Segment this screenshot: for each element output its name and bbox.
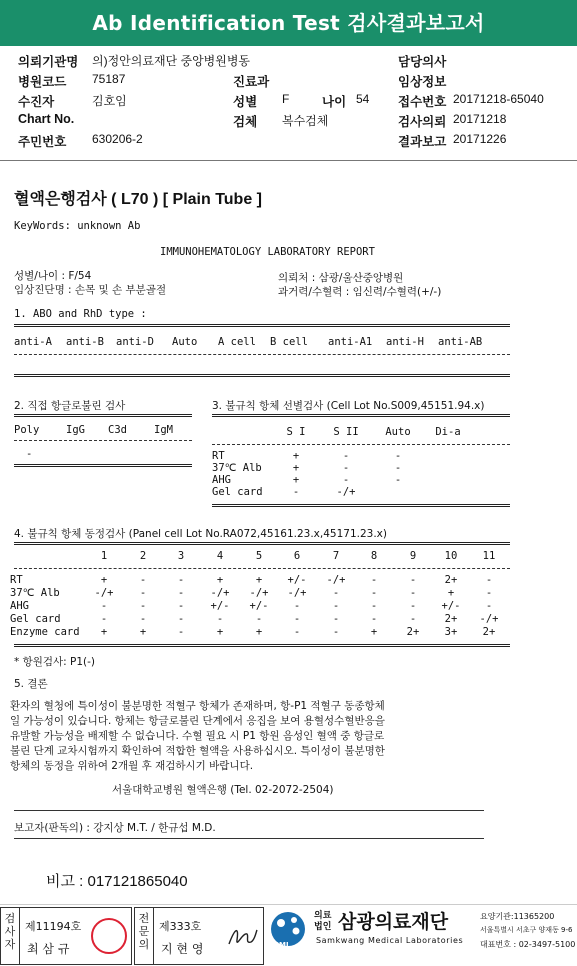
panel-cell: - <box>293 626 301 638</box>
panel-row-label: RT <box>10 574 23 586</box>
panel-cell: - <box>485 600 493 612</box>
screen-cell: - <box>394 474 402 486</box>
history: 과거력/수혈력 : 임신력/수혈력(+/-) <box>278 286 442 298</box>
lab-report <box>0 212 577 882</box>
panel-cell: -/+ <box>479 613 499 625</box>
label-department: 진료과 <box>233 75 270 89</box>
footer <box>0 904 577 966</box>
panel-cell: + <box>447 587 455 599</box>
panel-cell: +/- <box>441 600 461 612</box>
label-hospital-code: 병원코드 <box>18 75 67 89</box>
specialist-label: 전문의 <box>138 912 150 951</box>
value-specimen: 복수검체 <box>282 114 329 128</box>
abo-col-header: anti-AB <box>438 336 483 348</box>
diagnosis: 임상진단명 : 손목 및 손 부분골절 <box>14 284 167 296</box>
value-sex: F <box>282 92 290 106</box>
panel-cell: - <box>485 587 493 599</box>
dat-title: 2. 직접 항글로불린 검사 <box>14 400 126 412</box>
panel-col-header: 5 <box>255 550 263 562</box>
abo-col-header: anti-A <box>14 336 52 348</box>
panel-cell: + <box>216 626 224 638</box>
abo-col-header: B cell <box>270 336 308 348</box>
panel-cell: - <box>370 613 378 625</box>
label-id-no: 주민번호 <box>18 135 67 149</box>
abo-col-header: anti-H <box>386 336 424 348</box>
tester-box <box>0 907 132 965</box>
value-patient: 김호임 <box>92 94 127 108</box>
label-clinical-info: 임상정보 <box>398 75 447 89</box>
abo-col-header: anti-A1 <box>328 336 373 348</box>
panel-cell: - <box>177 600 185 612</box>
label-age: 나이 <box>322 95 347 109</box>
sex-age: 성별/나이 : F/54 <box>14 270 92 282</box>
label-receipt-no: 접수번호 <box>398 95 447 109</box>
panel-cell: + <box>370 626 378 638</box>
panel-cell: - <box>139 613 147 625</box>
screen-row-label: Gel card <box>212 486 263 498</box>
dat-value: - <box>26 448 33 460</box>
panel-cell: + <box>100 626 108 638</box>
org-name: 삼광의료재단 <box>338 911 449 933</box>
abo-col-header: Auto <box>172 336 198 348</box>
panel-cell: - <box>100 613 108 625</box>
panel-cell: 3+ <box>444 626 458 638</box>
org-prefix-bottom: 법인 <box>314 922 332 932</box>
panel-cell: - <box>177 613 185 625</box>
panel-cell: -/+ <box>326 574 346 586</box>
panel-col-header: 6 <box>293 550 301 562</box>
signature-icon <box>225 922 259 952</box>
screen-cell: + <box>292 462 300 474</box>
panel-cell: - <box>332 587 340 599</box>
panel-col-header: 8 <box>370 550 378 562</box>
panel-cell: - <box>177 574 185 586</box>
section-title: 혈액은행검사 ( L70 ) [ Plain Tube ] <box>14 191 263 208</box>
panel-col-header: 10 <box>444 550 458 562</box>
conclusion-line: 불린 단계 교차시험까지 확인하여 적합한 혈액을 사용하십시오. 특이성이 불분명한 <box>10 745 385 757</box>
value-report-date: 20171226 <box>453 132 507 146</box>
antigen-test: * 항원검사: P1(-) <box>14 656 96 668</box>
panel-cell: - <box>409 574 417 586</box>
tester-name: 최 삼 규 <box>27 942 70 956</box>
tester-license: 제11194호 <box>25 920 82 933</box>
panel-cell: - <box>409 613 417 625</box>
screen-cell: - <box>394 462 402 474</box>
screen-col-header: S I <box>286 426 306 438</box>
abo-title: 1. ABO and RhD type : <box>14 308 147 320</box>
screen-col-header: Di-a <box>435 426 461 438</box>
conclusion-line: 유발할 가능성을 배제할 수 없습니다. 수혈 필요 시 P1 항원 음성인 혈액 중 항글로 <box>10 730 385 742</box>
report-subtitle: IMMUNOHEMATOLOGY LABORATORY REPORT <box>160 246 375 258</box>
abo-col-header: anti-D <box>116 336 154 348</box>
dat-col-header: C3d <box>108 424 127 436</box>
keywords: KeyWords: unknown Ab <box>14 220 141 232</box>
value-receipt-no: 20171218-65040 <box>453 92 544 106</box>
divider <box>0 160 577 161</box>
org-english-name: Samkwang Medical Laboratories <box>316 936 464 945</box>
panel-cell: - <box>177 587 185 599</box>
panel-col-header: 4 <box>216 550 224 562</box>
panel-cell: - <box>370 600 378 612</box>
screen-col-header: Auto <box>385 426 411 438</box>
panel-cell: -/+ <box>210 587 230 599</box>
panel-col-header: 11 <box>482 550 496 562</box>
sml-logo: SML <box>268 909 308 949</box>
specialist-box <box>134 907 264 965</box>
panel-cell: - <box>177 626 185 638</box>
panel-cell: -/+ <box>94 587 114 599</box>
panel-cell: +/- <box>210 600 230 612</box>
panel-row-label: Enzyme card <box>10 626 80 638</box>
screen-row-label: 37℃ Alb <box>212 462 262 474</box>
conclusion-line: 환자의 혈청에 특이성이 불분명한 적혈구 항체가 존재하며, 항-P1 적혈구 동종항체 <box>10 700 385 712</box>
panel-cell: - <box>370 587 378 599</box>
panel-cell: - <box>332 600 340 612</box>
panel-cell: - <box>409 600 417 612</box>
panel-cell: 2+ <box>406 626 420 638</box>
screen-cell: - <box>342 462 350 474</box>
panel-cell: - <box>255 613 263 625</box>
abo-col-header: anti-B <box>66 336 104 348</box>
panel-cell: - <box>293 613 301 625</box>
screen-cell: - <box>292 486 300 498</box>
label-sex: 성별 <box>233 95 258 109</box>
label-specimen: 검체 <box>233 115 258 129</box>
panel-cell: - <box>485 574 493 586</box>
screen-cell: - <box>342 450 350 462</box>
panel-cell: -/+ <box>287 587 307 599</box>
conclusion-title: 5. 결론 <box>14 678 48 690</box>
panel-cell: - <box>139 600 147 612</box>
panel-cell: 2+ <box>444 574 458 586</box>
screen-row-label: AHG <box>212 474 231 486</box>
specialist-license: 제333호 <box>159 920 202 933</box>
panel-cell: - <box>332 626 340 638</box>
org-phone: 대표번호 : 02-3497-5100 <box>480 940 576 949</box>
dat-col-header: Poly <box>14 424 40 436</box>
panel-cell: - <box>216 613 224 625</box>
org-code: 요양기관:11365200 <box>480 912 555 921</box>
screen-title: 3. 불규칙 항체 선별검사 (Cell Lot No.S009,45151.94.x) <box>212 400 485 412</box>
label-report-date: 결과보고 <box>398 135 447 149</box>
panel-title: 4. 불규칙 항체 동정검사 (Panel cell Lot No.RA072,45161.23.x,45171.23.x) <box>14 528 387 540</box>
screen-cell: - <box>342 474 350 486</box>
conclusion-line: 일 가능성이 있습니다. 항체는 항글로불린 단계에서 응집을 보여 용혈성수혈반응을 <box>10 715 385 727</box>
panel-cell: - <box>293 600 301 612</box>
abo-col-header: A cell <box>218 336 256 348</box>
label-doctor: 담당의사 <box>398 55 447 69</box>
panel-col-header: 1 <box>100 550 108 562</box>
panel-cell: + <box>139 626 147 638</box>
report-title: Ab Identification Test 검사결과보고서 <box>0 0 577 46</box>
tester-label: 검사자 <box>4 912 16 951</box>
screen-cell: - <box>394 450 402 462</box>
reporter: 보고자(판독의) : 강지상 M.T. / 한규섭 M.D. <box>14 822 216 834</box>
screen-col-header: S II <box>333 426 359 438</box>
org-address: 서울특별시 서초구 양재동 9-6 <box>480 926 573 934</box>
panel-cell: - <box>409 587 417 599</box>
panel-cell: +/- <box>287 574 307 586</box>
dat-col-header: IgG <box>66 424 85 436</box>
panel-cell: + <box>216 574 224 586</box>
screen-cell: + <box>292 474 300 486</box>
panel-row-label: 37℃ Alb <box>10 587 60 599</box>
value-hospital-code: 75187 <box>92 72 126 86</box>
dat-col-header: IgM <box>154 424 173 436</box>
value-id-no: 630206-2 <box>92 132 143 146</box>
panel-cell: - <box>139 574 147 586</box>
panel-cell: -/+ <box>249 587 269 599</box>
panel-cell: - <box>139 587 147 599</box>
panel-col-header: 2 <box>139 550 147 562</box>
panel-cell: 2+ <box>444 613 458 625</box>
screen-cell: + <box>292 450 300 462</box>
panel-cell: +/- <box>249 600 269 612</box>
hospital-contact: 서울대학교병원 혈액은행 (Tel. 02-2072-2504) <box>112 784 334 796</box>
requesting-hospital: 의뢰처 : 삼광/울산중앙병원 <box>278 272 404 284</box>
remark: 비고 : 017121865040 <box>46 873 188 890</box>
seal-icon <box>91 918 127 954</box>
panel-col-header: 3 <box>177 550 185 562</box>
panel-cell: + <box>255 574 263 586</box>
panel-row-label: AHG <box>10 600 29 612</box>
panel-col-header: 7 <box>332 550 340 562</box>
panel-cell: + <box>100 574 108 586</box>
label-request-date: 검사의뢰 <box>398 115 447 129</box>
panel-cell: - <box>332 613 340 625</box>
label-requester: 의뢰기관명 <box>18 55 79 69</box>
panel-cell: - <box>100 600 108 612</box>
screen-cell: -/+ <box>336 486 356 498</box>
panel-row-label: Gel card <box>10 613 61 625</box>
value-request-date: 20171218 <box>453 112 507 126</box>
panel-cell: + <box>255 626 263 638</box>
conclusion-line: 항체의 동정을 위하여 2개월 후 재검하시기 바랍니다. <box>10 760 254 772</box>
label-chart-no: Chart No. <box>18 112 75 126</box>
label-patient: 수진자 <box>18 95 55 109</box>
org-prefix-top: 의료 <box>314 911 332 921</box>
panel-col-header: 9 <box>409 550 417 562</box>
panel-cell: 2+ <box>482 626 496 638</box>
value-age: 54 <box>356 92 370 106</box>
specialist-name: 지 현 영 <box>161 942 204 956</box>
screen-row-label: RT <box>212 450 225 462</box>
panel-cell: - <box>370 574 378 586</box>
value-requester: 의)정안의료재단 중앙병원병동 <box>92 54 251 68</box>
